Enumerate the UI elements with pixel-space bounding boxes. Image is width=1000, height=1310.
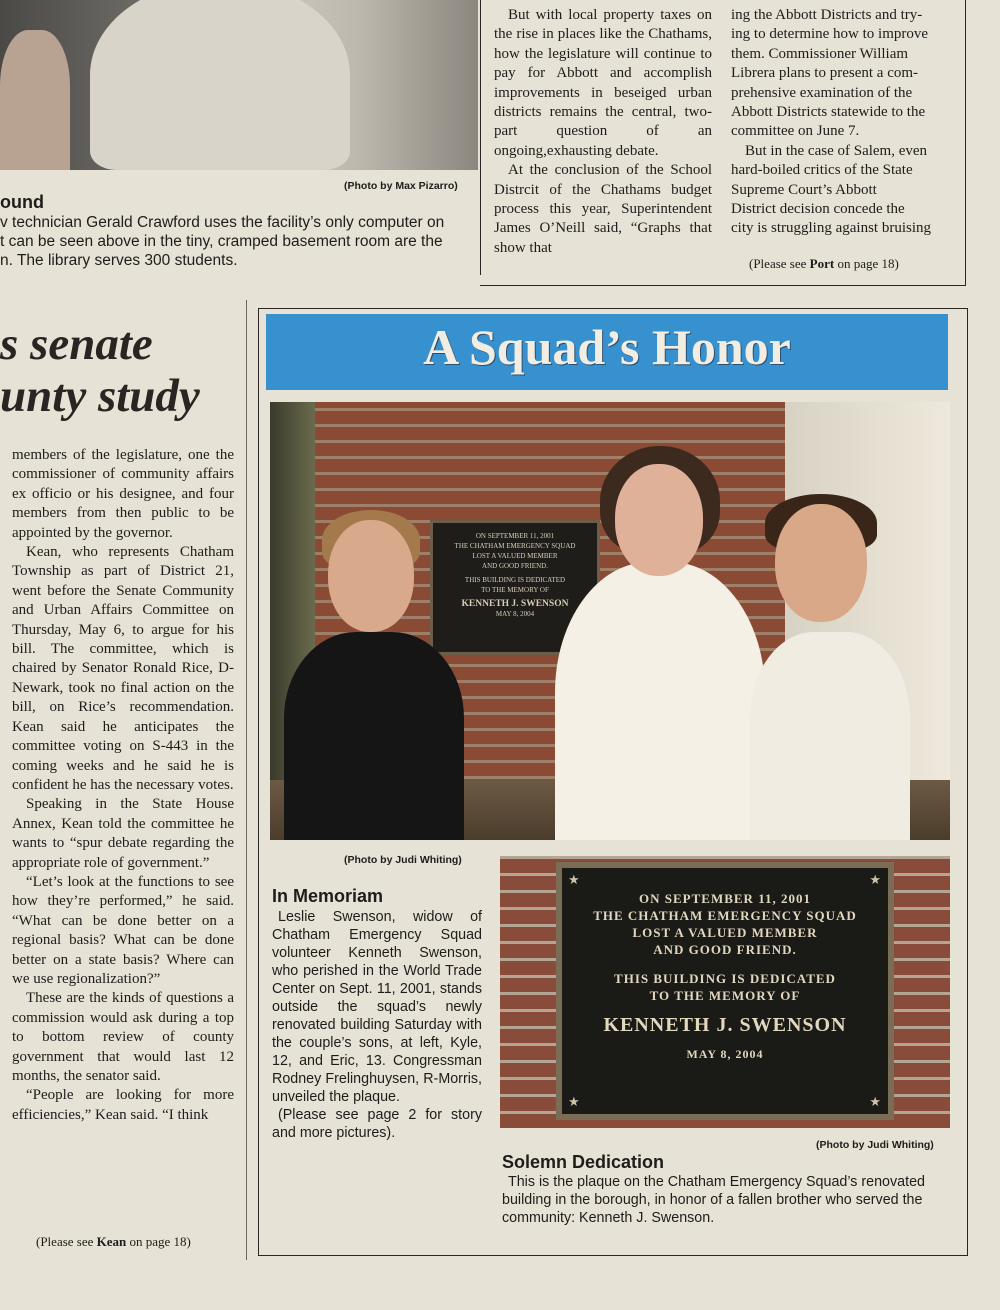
kean-jump[interactable] [36,1234,191,1250]
plaque-line: ON SEPTEMBER 11, 2001 [639,891,811,906]
kean-jump-bold: Kean [96,1234,127,1249]
small-plaque-line: AND GOOD FRIEND. [482,562,548,570]
kean-paragraph: “Let’s look at the functions to see how they’re performed,” he said. “What can be done better on a regional basis? What can be done better on a state basis? Where can we use regionalization?” [12,873,234,987]
small-plaque-name: KENNETH J. SWENSON [461,599,569,609]
port-jump-bold: Port [809,256,835,271]
kean-paragraph: Kean, who represents Chatham Township as part of District 21, went before the Senate Community and Urban Affairs Committee on Thursday, May 6, to argue for his bill. The committee, which is chaired by Senator Ronald Rice, D-Newark, took no final action on the bill, on Rice’s recommendation. Kean said he anticipates the committee voting on S-443 in the coming weeks and he said he is confident he has the necessary votes. [12,544,234,793]
plaque-line: AND GOOD FRIEND. [653,942,797,957]
kean-jump-prefix: (Please see [36,1234,97,1249]
star-icon: ★ [869,872,882,887]
port-paragraph: But with local property taxes on the rise in places like the Chathams, how the legislature will continue to pay for Abbott and accomplish improvements in beseiged urban districts remains the central, two-part question of an ongoing,exhausting debate. [494,7,712,159]
port-line: Abbott Districts statewide to the [731,104,926,121]
dedication-body: This is the plaque on the Chatham Emergency Squad’s renovated building in the borough, in honor of a fallen brother who served the community: Kenneth J. Swenson. [502,1174,925,1226]
port-story-col1 [494,6,712,258]
small-plaque-line: TO THE MEMORY OF [481,586,549,594]
column-rule [480,0,481,275]
kean-headline-line2: unty study [0,370,200,422]
plaque-photo [500,856,950,1128]
kean-jump-suffix: on page 18) [126,1234,191,1249]
port-jump-suffix: on page 18) [834,256,899,271]
port-jump-prefix: (Please see [749,256,810,271]
memoriam-body: Leslie Swenson, widow of Chatham Emergency Squad volunteer Kenneth Swenson, who perished in the World Trade Center on Sept. 11, 2001, stands outside the squad’s newly renovated building Saturday with the couple’s sons, at left, Kyle, 12, and Eric, 13. Congressman Rodney Frelinghuysen, R-Morris, unveiled the plaque. [272,909,482,1105]
dedication-head: Solemn Dedication [502,1152,665,1172]
port-story-col2 [731,6,949,239]
kean-paragraph: These are the kinds of questions a commission would ask during a top to bottom review of county government that would last 12 months, the senator said. [12,990,234,1084]
section-rule [480,285,966,286]
library-photo-credit: (Photo by Max Pizarro) [344,180,458,192]
memoriam-more: (Please see page 2 for story and more pictures). [272,1107,482,1141]
plaque-date: MAY 8, 2004 [686,1047,764,1061]
kean-paragraph: members of the legislature, one the commissioner of community affairs ex officio or his designee, and four members from then public to be appointed by the governor. [12,447,234,541]
kean-headline [0,318,200,422]
column-rule [246,300,247,1260]
port-line: Librera plans to present a com- [731,65,919,82]
small-plaque-date: MAY 8, 2004 [495,610,535,618]
family-photo [270,402,950,840]
plaque-photo-credit: (Photo by Judi Whiting) [816,1139,934,1151]
feature-banner-title: A Squad’s Honor [423,319,791,375]
small-plaque-line: THE CHATHAM EMERGENCY SQUAD [454,542,576,550]
memoriam-caption [272,908,482,1142]
star-icon: ★ [568,872,581,887]
library-caption-line: n. The library serves 300 students. [0,252,238,269]
library-caption [0,213,480,270]
kean-paragraph: Speaking in the State House Annex, Kean told the committee he wants to “spur debate regarding the appropriate role of government.” [12,796,234,871]
library-caption-line: t can be seen above in the tiny, cramped basement room are the [0,233,443,250]
plaque-line: LOST A VALUED MEMBER [632,925,818,940]
library-photo [0,0,478,170]
memorial-plaque [556,862,894,1120]
port-line: But in the case of Salem, even [745,142,928,159]
port-line: them. Commissioner William [731,45,909,62]
small-plaque-line: LOST A VALUED MEMBER [472,552,558,560]
family-photo-credit: (Photo by Judi Whiting) [344,854,462,866]
library-caption-line: v technician Gerald Crawford uses the facility’s only computer on [0,214,445,231]
kean-story-body [12,446,234,1125]
star-icon: ★ [869,1094,882,1109]
plaque-line: TO THE MEMORY OF [649,988,801,1003]
port-line: District decision concede the [731,201,905,218]
small-plaque-line: ON SEPTEMBER 11, 2001 [475,532,555,540]
plaque-line: THE CHATHAM EMERGENCY SQUAD [593,908,857,923]
port-line: ing to determine how to improve [731,26,929,43]
star-icon: ★ [568,1094,581,1109]
port-line: prehensive examination of the [731,84,913,101]
plaque-line: THIS BUILDING IS DEDICATED [614,971,836,986]
port-line: ing the Abbott Districts and try- [731,7,923,23]
port-jump[interactable] [749,256,899,272]
port-line: Supreme Court’s Abbott [731,181,877,198]
plaque-name: KENNETH J. SWENSON [603,1014,847,1036]
small-plaque-line: THIS BUILDING IS DEDICATED [464,576,566,584]
port-line: hard-boiled critics of the State [731,162,913,179]
port-line: committee on June 7. [731,123,860,140]
port-line: city is struggling against bruising [731,220,931,237]
library-caption-head: ound [0,192,44,212]
kean-paragraph: “People are looking for more efficiencies,” Kean said. “I think [12,1087,234,1123]
column-rule [965,0,966,286]
port-paragraph: At the conclusion of the School Distrcit of the Chathams budget process this year, Superintendent James O’Neill said, “Graphs that show that [494,162,712,256]
kean-headline-line1: s senate [0,318,153,370]
memoriam-head: In Memoriam [272,886,384,906]
